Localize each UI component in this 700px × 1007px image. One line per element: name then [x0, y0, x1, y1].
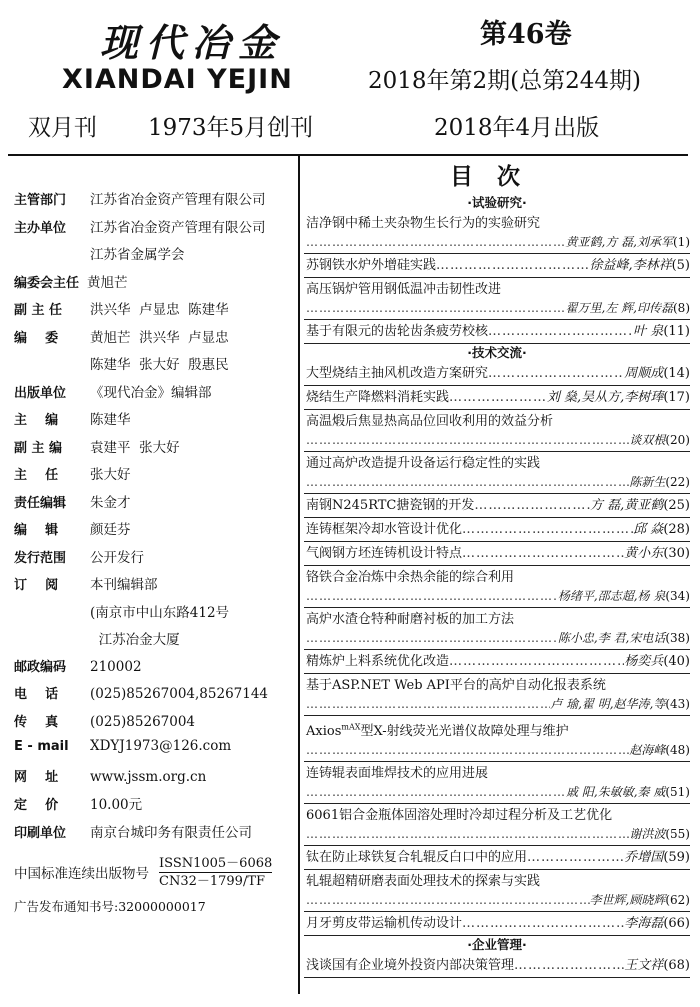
article-authors: 方 磊,黄亚鹤: [590, 498, 664, 513]
article-title-text: 通过高炉改造提升设备运行稳定性的实践: [306, 456, 541, 471]
leader-dots: [436, 257, 589, 275]
info-value: (025)85267004: [90, 713, 196, 730]
article-authors: 黄亚鹤,方 磊,刘承军: [565, 235, 673, 249]
masthead-right: [340, 0, 700, 150]
info-key: 编 委: [14, 330, 59, 346]
info-key: 订 阅: [14, 578, 59, 593]
article-title[interactable]: [306, 497, 474, 515]
toc-article[interactable]: [304, 608, 690, 650]
article-authors: 赵海峰: [629, 743, 666, 758]
article-page: (8): [673, 301, 690, 315]
article-byline: [306, 783, 690, 801]
article-page: (14): [663, 366, 690, 381]
leader-dots: [306, 741, 629, 759]
info-key: 出版单位: [14, 385, 67, 401]
article-page: (20): [665, 433, 690, 447]
article-page: (68): [663, 958, 690, 974]
journal-pinyin: XIANDAI YEJIN: [62, 64, 293, 95]
article-title-text: 烧结生产降燃料消耗实践: [306, 390, 450, 405]
info-value: www.jssm.org.cn: [90, 768, 207, 785]
article-page: (55): [665, 827, 690, 842]
article-title[interactable]: [306, 323, 488, 341]
info-row: [14, 243, 294, 271]
article-authors: 叶 泉: [633, 324, 664, 339]
info-key: E - mail: [14, 739, 69, 754]
info-value: 颜廷芬: [90, 522, 131, 538]
leader-dots: [462, 521, 633, 539]
info-row: [14, 463, 294, 491]
info-key: 网 址: [14, 769, 59, 785]
article-title[interactable]: [306, 521, 462, 539]
article-title-text: 基于ASP.NET Web API平台的高炉自动化报表系统: [306, 678, 606, 693]
info-key: 责任编辑: [14, 495, 67, 511]
article-authors: 王文祥: [624, 958, 664, 974]
toc-article[interactable]: [304, 542, 690, 566]
toc-section-heading: ·技术交流·: [467, 345, 527, 360]
info-row: [14, 188, 294, 216]
leader-dots: [462, 545, 624, 563]
info-key: 副 主 任: [14, 303, 63, 318]
toc-article[interactable]: [304, 518, 690, 542]
leader-dots: [527, 849, 624, 867]
info-row: [14, 738, 294, 766]
article-title[interactable]: [306, 957, 514, 975]
info-key: 主办单位: [14, 220, 67, 236]
leader-dots: [306, 299, 566, 317]
founded-date: 1973年5月创刊: [148, 115, 314, 141]
info-key: 主管部门: [14, 193, 67, 208]
article-byline: [306, 891, 690, 909]
issn-label: 中国标准连续出版物号: [14, 866, 149, 882]
leader-dots: [306, 825, 629, 843]
info-value: 公开发行: [90, 549, 144, 566]
info-value: 江苏省冶金资产管理有限公司: [90, 219, 266, 236]
leader-dots: [474, 497, 590, 515]
leader-dots: [306, 629, 558, 647]
article-title[interactable]: [306, 414, 553, 429]
info-key: 编 辑: [14, 523, 59, 538]
info-value: 本刊编辑部: [90, 577, 158, 593]
leader-dots: [488, 323, 633, 341]
leader-dots: [306, 783, 566, 801]
article-page: (59): [663, 850, 690, 866]
leader-dots: [488, 365, 624, 383]
article-byline: [306, 587, 690, 605]
article-authors: 徐益峰,李林祥: [589, 258, 672, 273]
article-authors: 周顺成: [624, 366, 664, 381]
info-row: [14, 573, 294, 601]
article-title-text: 铬铁合金冶炼中余热余能的综合利用: [306, 570, 515, 585]
article-title[interactable]: [306, 915, 462, 933]
toc-title: 目次: [450, 164, 544, 190]
article-title-text: 高温煅后焦显热高品位回收利用的效益分析: [306, 414, 554, 429]
leader-dots: [449, 389, 547, 407]
article-title-text: 大型烧结主抽风机改造方案研究: [306, 366, 489, 381]
header-divider: [8, 154, 688, 156]
issue-number: 2018年第2期(总第244期): [368, 68, 642, 94]
article-page: (28): [663, 522, 690, 537]
info-row: [14, 711, 294, 739]
toc-article[interactable]: [304, 650, 690, 674]
info-value: 《现代冶金》编辑部: [90, 384, 212, 401]
leader-dots: [306, 891, 590, 909]
article-title-text: 苏钢铁水炉外增硅实践: [306, 258, 437, 273]
toc-article[interactable]: [304, 410, 690, 452]
article-title-text: 高压锅炉管用钢低温冲击韧性改进: [306, 282, 502, 297]
article-page: (43): [665, 697, 690, 711]
info-value: 210002: [90, 658, 142, 675]
info-value: 袁建平 张大好: [90, 439, 180, 456]
publication-frequency: 双月刊: [28, 115, 97, 141]
editorial-info: [14, 188, 294, 922]
publish-date: 2018年4月出版: [434, 115, 600, 141]
issn-number: ISSN1005－6068: [159, 855, 273, 871]
article-page: (66): [663, 916, 690, 932]
info-value: 黄旭芒 洪兴华 卢显忠: [90, 329, 229, 346]
info-row: [14, 216, 294, 244]
article-title-text: 基于有限元的齿轮齿条疲劳校核: [306, 324, 489, 339]
toc-article[interactable]: [304, 566, 690, 608]
toc-article[interactable]: [304, 912, 690, 936]
toc-article[interactable]: [304, 674, 690, 716]
info-value: (南京市中山东路412号: [90, 604, 230, 621]
article-title-text: 洁净钢中稀土夹杂物生长行为的实验研究: [306, 216, 541, 231]
info-value: 洪兴华 卢显忠 陈建华: [90, 302, 229, 318]
info-key: 印刷单位: [14, 825, 67, 841]
article-title-text: 6061铝合金瓶体固溶处理时冷却过程分析及工艺优化: [306, 808, 613, 824]
article-title[interactable]: [306, 216, 540, 231]
info-row: [14, 793, 294, 821]
article-authors: 李海磊: [624, 916, 664, 932]
article-page: (11): [663, 324, 690, 339]
info-row: [14, 408, 294, 436]
article-authors: 黄小东: [624, 546, 664, 561]
masthead-left: [0, 0, 340, 150]
article-title-superscript: mAX: [341, 724, 361, 732]
info-value: 黄旭芒: [87, 274, 128, 291]
toc-section-heading: ·试验研究·: [467, 195, 527, 210]
info-key: 邮政编码: [14, 659, 67, 675]
article-title-text: 气阀钢方坯连铸机设计特点: [306, 546, 463, 561]
info-row: [14, 271, 294, 299]
article-authors: 李世辉,顾晓辉: [589, 893, 666, 908]
article-byline: [306, 825, 690, 843]
leader-dots: [462, 915, 624, 933]
toc-article[interactable]: [304, 846, 690, 870]
article-page: (22): [665, 475, 690, 489]
info-row: [14, 491, 294, 519]
toc-article[interactable]: [304, 278, 690, 320]
info-key: 电 话: [14, 687, 59, 702]
article-title[interactable]: [306, 282, 501, 297]
article-authors: 乔增国: [624, 850, 664, 866]
article-title[interactable]: [306, 389, 449, 407]
article-authors: 陈新生: [629, 475, 666, 489]
info-key: 定 价: [14, 798, 59, 813]
toc-article[interactable]: [304, 494, 690, 518]
article-title[interactable]: [306, 612, 514, 627]
toc-article[interactable]: [304, 452, 690, 494]
ad-notice-number: 广告发布通知书号:32000000017: [14, 899, 206, 914]
leader-dots: [306, 695, 550, 713]
info-row: [14, 436, 294, 464]
article-title[interactable]: [306, 874, 540, 889]
info-value: 江苏省金属学会: [90, 247, 185, 263]
info-row: [14, 518, 294, 546]
info-row: [14, 821, 294, 849]
info-row: [14, 766, 294, 794]
article-page: (1): [673, 235, 690, 249]
toc-article[interactable]: [304, 362, 690, 386]
article-title[interactable]: [306, 849, 527, 867]
article-page: (48): [665, 743, 690, 758]
article-title[interactable]: [306, 570, 514, 585]
info-value: 江苏省冶金资产管理有限公司: [90, 192, 266, 208]
article-title[interactable]: [306, 653, 449, 671]
article-title-prefix: Axios: [306, 724, 342, 740]
article-title[interactable]: [306, 678, 606, 693]
article-page: (5): [671, 258, 690, 273]
article-title-text: 高炉水渣仓特种耐磨衬板的加工方法: [306, 612, 515, 627]
issn-numbers: [159, 855, 272, 890]
toc-section-heading: ·企业管理·: [467, 937, 527, 953]
info-value: 南京台城印务有限责任公司: [90, 824, 252, 841]
article-page: (17): [663, 390, 690, 405]
article-title[interactable]: [306, 724, 569, 739]
info-value: (025)85267004,85267144: [90, 686, 269, 702]
article-byline: [306, 741, 690, 759]
info-key: 主 任: [14, 468, 59, 483]
article-byline: [306, 473, 690, 491]
info-row: [14, 601, 294, 629]
article-byline: [306, 233, 690, 251]
article-title[interactable]: [306, 456, 540, 471]
article-title-text: 月牙剪皮带运输机传动设计: [306, 916, 463, 932]
info-key: 主 编: [14, 413, 59, 428]
toc-article[interactable]: [304, 954, 690, 978]
article-byline: [306, 299, 690, 317]
article-title[interactable]: [306, 257, 436, 275]
article-authors: 陈小忠,李 君,宋电话: [557, 631, 666, 645]
toc-article[interactable]: [304, 386, 690, 410]
info-row: [14, 298, 294, 326]
info-row: [14, 546, 294, 574]
toc-article[interactable]: [304, 254, 690, 278]
info-row: [14, 683, 294, 711]
toc-article[interactable]: [304, 762, 690, 804]
article-title[interactable]: [306, 545, 462, 563]
info-key: 传 真: [14, 714, 59, 730]
article-byline: [306, 629, 690, 647]
journal-title: 现代冶金: [100, 20, 285, 65]
toc-article[interactable]: [304, 716, 690, 762]
table-of-contents: [304, 160, 690, 978]
leader-dots: [449, 653, 624, 671]
article-title-text: 精炼炉上料系统优化改造: [306, 654, 450, 669]
info-value: 陈建华 张大好 殷惠民: [90, 357, 229, 373]
article-title-text: 型X-射线荧光光谱仪故障处理与维护: [360, 724, 569, 740]
info-value: 张大好: [90, 467, 131, 483]
info-row: [14, 326, 294, 354]
volume-number: 第46卷: [480, 19, 572, 50]
info-row: [14, 353, 294, 381]
article-title-text: 钛在防止球铁复合轧辊反白口中的应用: [306, 850, 528, 866]
leader-dots: [306, 431, 629, 449]
article-authors: 邱 焱: [633, 522, 664, 537]
toc-article[interactable]: [304, 870, 690, 912]
leader-dots: [514, 957, 624, 975]
article-authors: 翟万里,左 辉,印传磊: [565, 301, 673, 315]
article-page: (51): [665, 785, 690, 800]
leader-dots: [306, 587, 558, 605]
article-authors: 杨绪平,邵志超,杨 泉: [557, 589, 666, 603]
article-authors: 刘 燊,吴从方,李树琫: [546, 390, 664, 405]
info-key: 编委会主任: [14, 275, 80, 291]
article-title[interactable]: [306, 766, 488, 781]
article-page: (25): [663, 498, 690, 513]
leader-dots: [306, 473, 629, 491]
article-authors: 卢 瑜,翟 明,赵华涛,等: [550, 697, 666, 711]
article-title-text: 连铸框架冷却水管设计优化: [306, 522, 463, 537]
article-page: (38): [665, 631, 690, 645]
article-title-text: 连铸辊表面堆焊技术的应用进展: [306, 766, 489, 782]
article-title-text: 轧辊超精研磨表面处理技术的探索与实践: [306, 874, 541, 890]
toc-article[interactable]: [304, 804, 690, 846]
article-page: (40): [663, 654, 690, 669]
article-title-text: 浅谈国有企业境外投资内部决策管理: [306, 958, 515, 974]
info-value: 10.00元: [90, 797, 143, 813]
info-value: 陈建华: [90, 412, 131, 428]
toc-article[interactable]: [304, 320, 690, 344]
info-value: 朱金才: [90, 494, 131, 511]
article-page: (34): [665, 589, 690, 603]
info-value: XDYJ1973@126.com: [90, 738, 232, 754]
info-row: [14, 381, 294, 409]
article-title[interactable]: [306, 365, 488, 383]
info-key: 发行范围: [14, 550, 67, 566]
article-authors: 谢洪波: [629, 827, 666, 842]
toc-article[interactable]: [304, 212, 690, 254]
leader-dots: [306, 233, 566, 251]
article-page: (30): [663, 546, 690, 561]
article-page: (62): [665, 893, 690, 908]
issn-block: [14, 852, 294, 892]
cn-number: CN32－1799/TF: [159, 873, 266, 889]
column-divider: [298, 154, 300, 994]
article-byline: [306, 695, 690, 713]
article-authors: 戚 阳,朱敏敏,秦 威: [566, 785, 666, 800]
article-title-text: 南钢N245RTC搪瓷钢的开发: [306, 498, 475, 513]
info-value: 江苏冶金大厦: [90, 632, 180, 648]
article-authors: 谈双根: [629, 433, 666, 447]
info-key: 副 主 编: [14, 440, 63, 456]
article-title[interactable]: [306, 808, 612, 823]
info-row: [14, 656, 294, 684]
article-authors: 杨奕兵: [624, 654, 664, 669]
article-byline: [306, 431, 690, 449]
info-row: [14, 628, 294, 656]
